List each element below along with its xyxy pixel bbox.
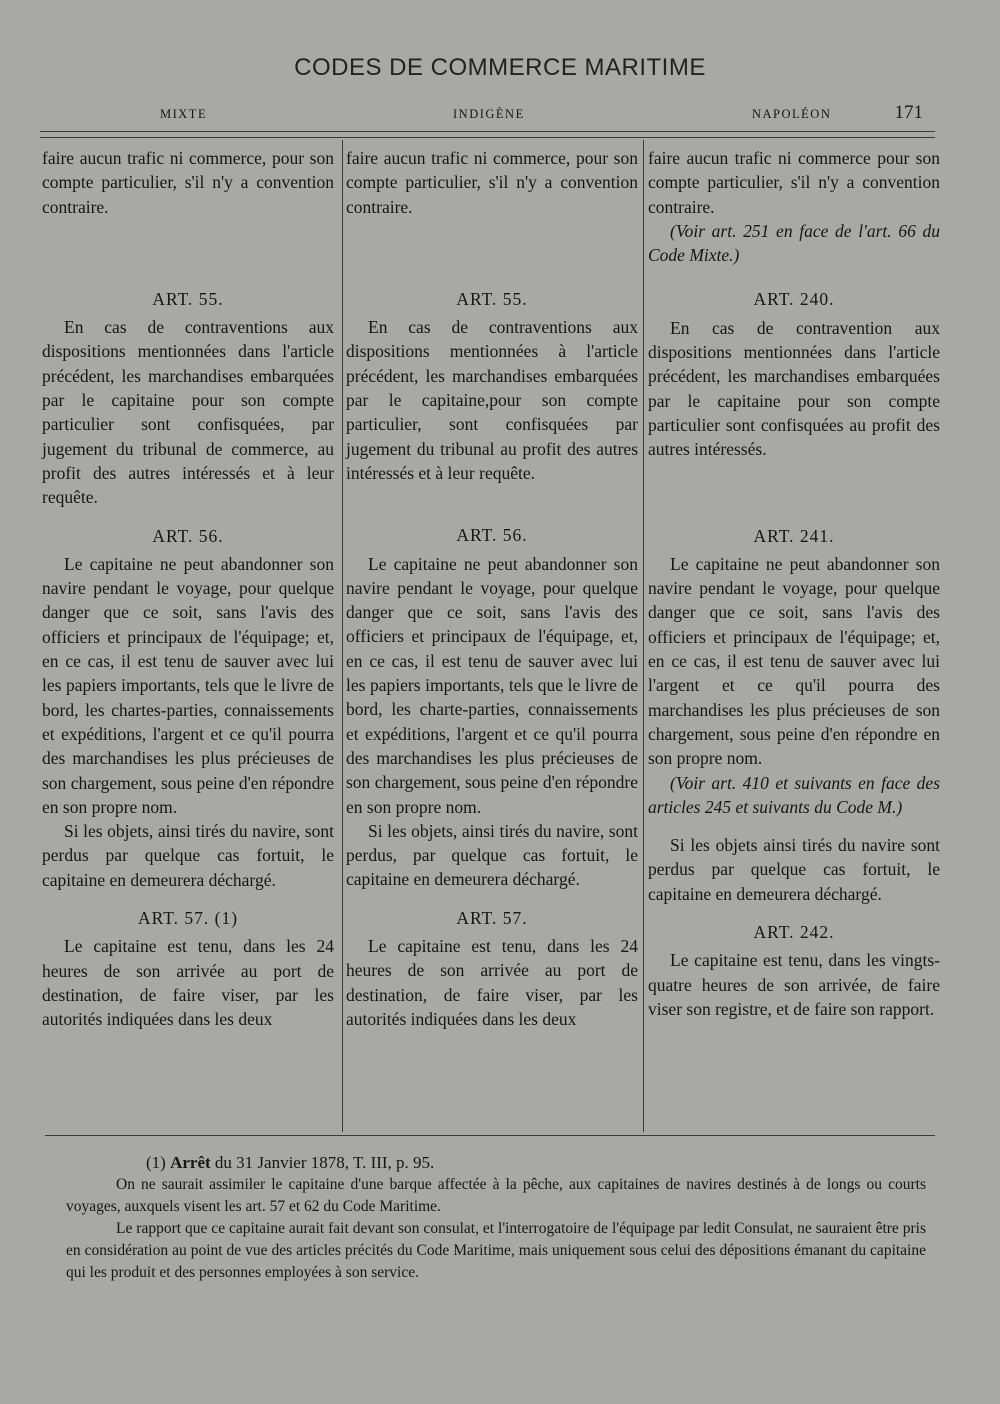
article-text: En cas de contravention aux dispositions mentionnées dans l'article précédent, les marchandises embarquées par le capitaine pour son compte particulier sont confisquées au profit des autres intéressés. <box>648 317 940 460</box>
page-number: 171 <box>894 102 923 123</box>
article-heading: ART. 56. <box>152 525 224 546</box>
column-napoleon <box>648 146 940 1021</box>
column-header-indigene: INDIGÈNE <box>453 107 525 121</box>
footnote-heading <box>66 1152 926 1174</box>
column-header-napoleon: NAPOLÉON <box>752 107 832 121</box>
footnote-citation: du 31 Janvier 1878, T. III, p. 95. <box>214 1153 435 1172</box>
article-text: Le capitaine ne peut abandonner son navire pendant le voyage, pour quelque danger que ce soit, sans l'avis des officiers et principaux de l'équipage; et, en ce cas, il est tenu de sauver avec lui l'argent et ce qu'il pourra des marchandises les plus précieuses de son chargement, sous peine d'en répondre en son propre nom. <box>648 553 940 769</box>
footnotes <box>66 1152 926 1284</box>
opening-text: faire aucun trafic ni commerce pour son compte particulier, s'il n'y a convention contraire. <box>648 148 940 217</box>
footnote-paragraph: Le rapport que ce capitaine aurait fait devant son consulat, et l'interrogatoire de l'équipage par ledit Consulat, ne sauraient être pris en considération au point de vue des articles précités du Code Maritime, mais uniquement sous celui des dépositions émanant du capitaine qui les produit et des personnes employées à son service. <box>66 1220 926 1281</box>
opening-text: faire aucun trafic ni commerce, pour son compte particulier, s'il n'y a convention contraire. <box>346 148 638 217</box>
footnote-paragraph: On ne saurait assimiler le capitaine d'une barque affectée à la pêche, aux capitaines de navires destinés à de longs ou courts voyages, auxquels visent les art. 57 et 62 du Code Maritime. <box>66 1176 926 1215</box>
column-divider-right <box>643 140 644 1132</box>
article-text: Si les objets, ainsi tirés du navire, sont perdus par quelque cas fortuit, le capitaine en demeurera déchargé. <box>42 821 334 890</box>
opening-text: faire aucun trafic ni commerce, pour son compte particulier, s'il n'y a convention contraire. <box>42 148 334 217</box>
article-heading: ART. 242. <box>753 922 835 943</box>
header-rule-bottom <box>40 137 935 138</box>
header-rule-top <box>40 131 935 132</box>
article-heading: ART. 56. <box>456 525 528 546</box>
article-heading: ART. 57. (1) <box>137 908 239 929</box>
column-mixte <box>42 146 334 1032</box>
article-text: Si les objets, ainsi tirés du navire, sont perdus, par quelque cas fortuit, le capitaine en demeurera déchargé. <box>346 820 638 890</box>
article-text: En cas de contraventions aux dispositions mentionnées dans l'article précédent, les marchandises embarquées par le capitaine pour son compte particulier sont confisquées, par jugement du tribunal de commerce, au profit des autres intéressés et à leur requête. <box>42 317 334 508</box>
article-heading: ART. 241. <box>753 525 835 546</box>
article-heading: ART. 55. <box>456 288 528 309</box>
column-indigene <box>346 146 638 1031</box>
article-text: Le capitaine est tenu, dans les vingts-quatre heures de son arrivée, de faire viser son registre, et de faire son rapport. <box>648 950 940 1019</box>
footnote-bold-term: Arrêt <box>170 1153 211 1172</box>
article-heading: ART. 55. <box>152 288 224 309</box>
article-heading: ART. 57. <box>456 907 528 928</box>
column-header-row <box>40 104 935 130</box>
article-text: Le capitaine ne peut abandonner son navire pendant le voyage, pour quelque danger que ce soit, sans l'avis des officiers et principaux de l'équipage, et, en ce cas, il est tenu de sauver avec lui les papiers importants, tels que le livre de bord, les charte-parties, connaissements et expéditions, l'argent et ce qu'il pourra des marchandises les plus précieuses de son chargement, sous peine d'en répondre en son propre nom. <box>346 553 638 817</box>
article-text: Le capitaine est tenu, dans les 24 heures de son arrivée au port de destination, de faire viser, par les autorités indiquées dans les deux <box>42 936 334 1030</box>
article-text: Le capitaine ne peut abandonner son navire pendant le voyage, pour quelque danger que ce soit, sans l'avis des officiers et principaux de l'équipage; et, en ce cas, il est tenu de sauver avec lui les papiers importants, tels que le livre de bord, les chartes-parties, connaissements et expéditions, l'argent et ce qu'il pourra des marchandises les plus précieuses de son chargement, sous peine d'en répondre en son propre nom. <box>42 553 334 817</box>
cross-reference-note: (Voir art. 410 et suivants en face des articles 245 et suivants du Code M.) <box>648 772 940 817</box>
column-header-mixte: MIXTE <box>160 107 208 121</box>
cross-reference-note: (Voir art. 251 en face de l'art. 66 du Code Mixte.) <box>648 220 940 266</box>
article-text: Le capitaine est tenu, dans les 24 heures de son arrivée au port de destination, de faire viser, par les autorités indiquées dans les deux <box>346 936 638 1029</box>
article-text: En cas de contraventions aux dispositions mentionnées à l'article précédent, les marchandises embarquées par le capitaine,pour son compte particulier, sont confisquées par jugement du tribunal au profit des autres intéressés et à leur requête. <box>346 317 638 483</box>
article-heading: ART. 240. <box>753 289 835 310</box>
column-divider-left <box>342 140 343 1132</box>
page-title: CODES DE COMMERCE MARITIME <box>294 54 706 81</box>
article-text: Si les objets ainsi tirés du navire sont perdus par quelque cas fortuit, le capitaine en demeurera déchargé. <box>648 835 940 904</box>
footnote-rule <box>45 1135 935 1136</box>
footnote-marker: (1) <box>146 1153 166 1172</box>
